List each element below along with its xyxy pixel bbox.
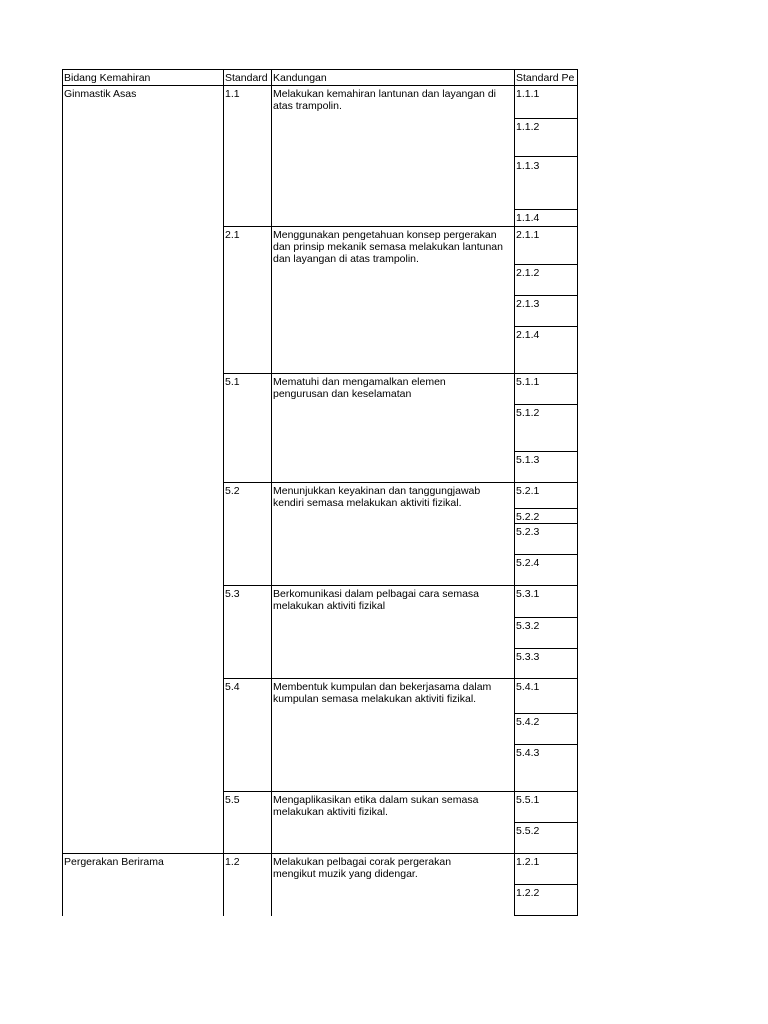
standard-code: 2.1 — [225, 229, 240, 241]
row-line-section — [62, 853, 578, 854]
sub-code: 2.1.2 — [516, 267, 540, 279]
header-kandungan: Kandungan — [273, 72, 327, 84]
sub-code: 1.1.1 — [516, 88, 540, 100]
sub-line — [514, 884, 578, 885]
row-line-5-4 — [223, 678, 578, 679]
sub-code: 5.4.1 — [516, 681, 540, 693]
sub-code: 5.2.3 — [516, 526, 540, 538]
standard-code: 5.4 — [225, 681, 240, 693]
sub-line — [514, 713, 578, 714]
kandungan-text: Menunjukkan keyakinan dan tanggungjawab kendiri semasa melakukan aktiviti fizikal. — [273, 485, 481, 509]
sub-code: 5.3.3 — [516, 651, 540, 663]
sub-code: 5.1.2 — [516, 407, 540, 419]
standard-code: 1.2 — [225, 856, 240, 868]
sub-code: 1.1.4 — [516, 212, 540, 224]
kandungan-text: Mematuhi dan mengamalkan elemen pengurusan dan keselamatan — [273, 376, 446, 400]
kandungan-text: Melakukan pelbagai corak pergerakan mengikut muzik yang didengar. — [273, 856, 452, 880]
row-line-2-1 — [223, 226, 578, 227]
sub-line — [514, 451, 578, 452]
kandungan-text: Menggunakan pengetahuan konsep pergerakan dan prinsip mekanik semasa melakukan lantunan dan layangan di atas trampolin. — [273, 229, 503, 265]
bidang-cell: Ginmastik Asas — [64, 88, 137, 100]
sub-code: 5.5.2 — [516, 825, 540, 837]
standard-code: 5.5 — [225, 794, 240, 806]
sub-code: 5.3.2 — [516, 620, 540, 632]
col-line-left — [62, 69, 63, 916]
sub-line — [514, 617, 578, 618]
sub-code: 1.1.2 — [516, 121, 540, 133]
kandungan-text: Mengaplikasikan etika dalam sukan semasa melakukan aktiviti fizikal. — [273, 794, 479, 818]
sub-code: 5.1.3 — [516, 454, 540, 466]
col-line-2 — [223, 69, 224, 916]
sub-code: 2.1.4 — [516, 329, 540, 341]
standard-code: 5.1 — [225, 376, 240, 388]
col-line-4 — [514, 69, 515, 916]
kandungan-text: Berkomunikasi dalam pelbagai cara semasa melakukan aktiviti fizikal — [273, 588, 480, 612]
sub-code: 5.2.2 — [516, 511, 540, 523]
sub-code: 5.3.1 — [516, 588, 540, 600]
sub-line — [514, 295, 578, 296]
standard-code: 5.2 — [225, 485, 240, 497]
sub-line — [514, 523, 578, 524]
sub-line — [514, 118, 578, 119]
row-line-5-2 — [223, 482, 578, 483]
sub-code: 5.4.2 — [516, 716, 540, 728]
header-standard-pembelajaran: Standard Pe — [516, 72, 575, 84]
standard-code: 1.1 — [225, 88, 240, 100]
sub-code: 5.2.1 — [516, 485, 540, 497]
row-line-5-1 — [223, 373, 578, 374]
sub-line — [514, 326, 578, 327]
sub-code: 1.1.3 — [516, 160, 540, 172]
sub-code: 5.5.1 — [516, 794, 540, 806]
sub-code: 5.4.3 — [516, 747, 540, 759]
kandungan-text: Melakukan kemahiran lantunan dan layangan di atas trampolin. — [273, 88, 496, 112]
header-standard: Standard — [225, 72, 268, 84]
sub-line — [514, 508, 578, 509]
col-line-3 — [271, 69, 272, 916]
bidang-cell: Pergerakan Berirama — [64, 856, 164, 868]
sub-code: 5.2.4 — [516, 557, 540, 569]
sub-line — [514, 404, 578, 405]
row-line-5-5 — [223, 791, 578, 792]
row-line-5-3 — [223, 585, 578, 586]
sub-line — [514, 744, 578, 745]
sub-code: 2.1.1 — [516, 229, 540, 241]
standard-code: 5.3 — [225, 588, 240, 600]
sub-code: 1.2.2 — [516, 887, 540, 899]
sub-code: 2.1.3 — [516, 298, 540, 310]
sub-line — [514, 915, 578, 916]
header-bidang: Bidang Kemahiran — [64, 72, 151, 84]
sub-line — [514, 156, 578, 157]
row-line-top — [62, 69, 578, 70]
sub-line — [514, 822, 578, 823]
sub-line — [514, 554, 578, 555]
col-line-right — [577, 69, 578, 916]
row-line-header — [62, 85, 578, 86]
sub-line — [514, 648, 578, 649]
sub-line — [514, 264, 578, 265]
sub-line — [514, 209, 578, 210]
sub-code: 5.1.1 — [516, 376, 540, 388]
sub-code: 1.2.1 — [516, 856, 540, 868]
kandungan-text: Membentuk kumpulan dan bekerjasama dalam kumpulan semasa melakukan aktiviti fizikal. — [273, 681, 492, 705]
